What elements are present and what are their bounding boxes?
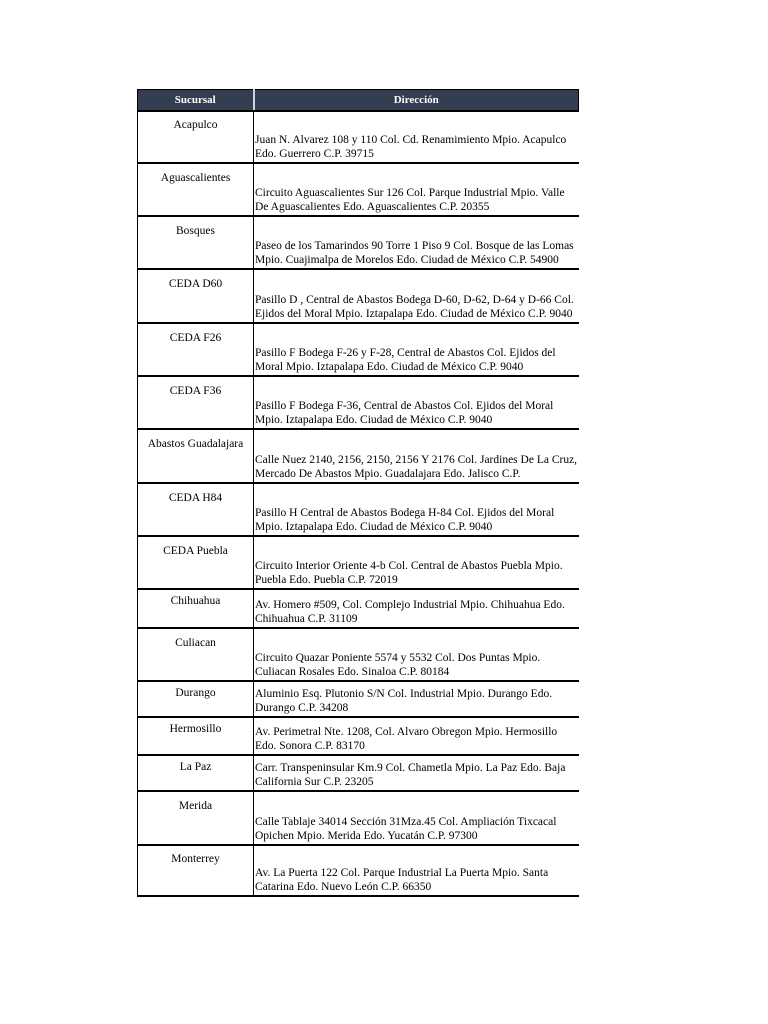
table-row [138, 717, 579, 755]
sucursal-cell: Bosques [138, 216, 254, 269]
direccion-cell: Carr. Transpeninsular Km.9 Col. Chametla Mpio. La Paz Edo. Baja California Sur C.P. 23205 [254, 755, 579, 791]
table-row [138, 589, 579, 628]
direccion-cell: Juan N. Alvarez 108 y 110 Col. Cd. Renamimiento Mpio. Acapulco Edo. Guerrero C.P. 39715 [254, 111, 579, 163]
direccion-cell: Pasillo F Bodega F-36, Central de Abastos Col. Ejidos del Moral Mpio. Iztapalapa Edo. Ciudad de México C.P. 9040 [254, 376, 579, 429]
table-row [138, 323, 579, 376]
direccion-cell: Aluminio Esq. Plutonio S/N Col. Industrial Mpio. Durango Edo. Durango C.P. 34208 [254, 681, 579, 717]
sucursal-cell: CEDA Puebla [138, 536, 254, 589]
sucursal-cell: CEDA H84 [138, 483, 254, 536]
branches-table [137, 89, 579, 897]
sucursal-cell: Acapulco [138, 111, 254, 163]
table-row [138, 791, 579, 845]
sucursal-cell: Hermosillo [138, 717, 254, 755]
direccion-cell: Av. La Puerta 122 Col. Parque Industrial La Puerta Mpio. Santa Catarina Edo. Nuevo León C.P. 66350 [254, 845, 579, 896]
sucursal-cell: Abastos Guadalajara [138, 429, 254, 483]
table-row [138, 628, 579, 681]
sucursal-cell: La Paz [138, 755, 254, 791]
table-row [138, 163, 579, 216]
table-row [138, 681, 579, 717]
table-row [138, 755, 579, 791]
direccion-cell: Paseo de los Tamarindos 90 Torre 1 Piso 9 Col. Bosque de las Lomas Mpio. Cuajimalpa de Morelos Edo. Ciudad de México C.P. 54900 [254, 216, 579, 269]
sucursal-cell: Chihuahua [138, 589, 254, 628]
sucursal-cell: Merida [138, 791, 254, 845]
table-header-row [138, 90, 579, 112]
table-row [138, 111, 579, 163]
direccion-cell: Calle Nuez 2140, 2156, 2150, 2156 Y 2176 Col. Jardines De La Cruz, Mercado De Abastos Mpio. Guadalajara Edo. Jalisco C.P. [254, 429, 579, 483]
direccion-cell: Circuito Aguascalientes Sur 126 Col. Parque Industrial Mpio. Valle De Aguascalientes Edo. Aguascalientes C.P. 20355 [254, 163, 579, 216]
direccion-cell: Calle Tablaje 34014 Sección 31Mza.45 Col. Ampliación Tixcacal Opichen Mpio. Merida Edo. Yucatán C.P. 97300 [254, 791, 579, 845]
sucursal-cell: Aguascalientes [138, 163, 254, 216]
direccion-cell: Av. Homero #509, Col. Complejo Industrial Mpio. Chihuahua Edo. Chihuahua C.P. 31109 [254, 589, 579, 628]
direccion-cell: Pasillo H Central de Abastos Bodega H-84 Col. Ejidos del Moral Mpio. Iztapalapa Edo. Ciudad de México C.P. 9040 [254, 483, 579, 536]
sucursal-cell: Culiacan [138, 628, 254, 681]
table-row [138, 429, 579, 483]
branches-table-container [137, 89, 578, 897]
sucursal-cell: CEDA D60 [138, 269, 254, 323]
direccion-cell: Av. Perimetral Nte. 1208, Col. Alvaro Obregon Mpio. Hermosillo Edo. Sonora C.P. 83170 [254, 717, 579, 755]
table-row [138, 216, 579, 269]
table-body [138, 111, 579, 896]
sucursal-cell: CEDA F26 [138, 323, 254, 376]
table-row [138, 376, 579, 429]
table-row [138, 536, 579, 589]
header-sucursal: Sucursal [138, 90, 254, 112]
direccion-cell: Pasillo F Bodega F-26 y F-28, Central de Abastos Col. Ejidos del Moral Mpio. Iztapalapa Edo. Ciudad de México C.P. 9040 [254, 323, 579, 376]
sucursal-cell: Durango [138, 681, 254, 717]
table-row [138, 269, 579, 323]
table-row [138, 845, 579, 896]
header-direccion: Dirección [254, 90, 579, 112]
sucursal-cell: Monterrey [138, 845, 254, 896]
direccion-cell: Pasillo D , Central de Abastos Bodega D-60, D-62, D-64 y D-66 Col. Ejidos del Moral Mpio. Iztapalapa Edo. Ciudad de México C.P. 9040 [254, 269, 579, 323]
direccion-cell: Circuito Quazar Poniente 5574 y 5532 Col. Dos Puntas Mpio. Culiacan Rosales Edo. Sinaloa C.P. 80184 [254, 628, 579, 681]
direccion-cell: Circuito Interior Oriente 4-b Col. Central de Abastos Puebla Mpio. Puebla Edo. Puebla C.P. 72019 [254, 536, 579, 589]
sucursal-cell: CEDA F36 [138, 376, 254, 429]
table-row [138, 483, 579, 536]
